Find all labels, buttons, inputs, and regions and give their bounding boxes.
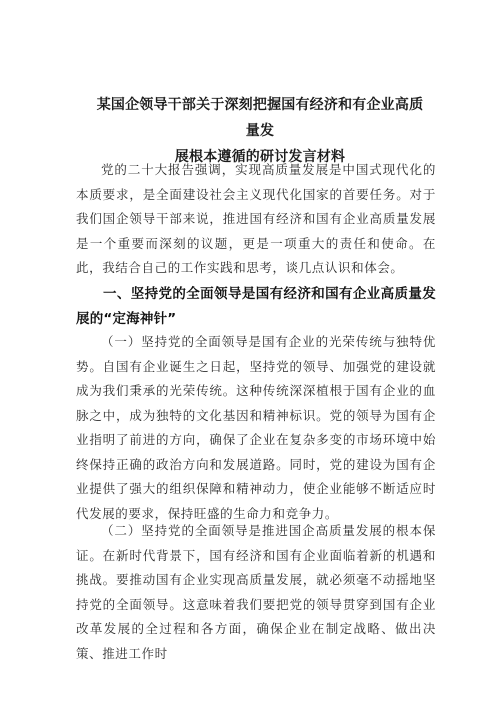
section-heading-1 [76,282,436,331]
section-heading-1-text: 一、坚持党的全面领导是国有经济和国有企业高质量发展的“定海神针” [76,286,436,327]
paragraph-2-block [76,519,436,666]
paragraph-2: （二）坚持党的全面领导是推进国企高质量发展的根本保证。在新时代背景下，国有经济和国有企业面临着新的机遇和挑战。要推动国有企业实现高质量发展，就必须毫不动摇地坚持党的全面领导。这意味着我们要把党的领导贯穿到国有企业改革发展的全过程和各方面，确保企业在制定战略、做出决策、推进工作时 [76,523,436,661]
intro-paragraph-block [76,158,436,281]
title-line-2: 展根本遵循的研讨发言材料 [174,149,346,165]
paragraph-1-block [76,330,436,526]
title-line-1: 某国企领导干部关于深刻把握国有经济和有企业高质量发 [96,97,424,139]
intro-paragraph: 党的二十大报告强调，实现高质量发展是中国式现代化的本质要求，是全面建设社会主义现代化国家的首要任务。对于我们国企领导干部来说，推进国有经济和国有企业高质量发展是一个重要而深刻的议题，更是一项重大的责任和使命。在此，我结合自己的工作实践和思考，谈几点认识和体会。 [76,162,436,275]
paragraph-1: （一）坚持党的全面领导是国有企业的光荣传统与独特优势。自国有企业诞生之日起，坚持党的领导、加强党的建设就成为我们秉承的光荣传统。这种传统深深植根于国有企业的血脉之中，成为独特的文化基因和精神标识。党的领导为国有企业指明了前进的方向，确保了企业在复杂多变的市场环境中始终保持正确的政治方向和发展道路。同时，党的建设为国有企业提供了强大的组织保障和精神动力，使企业能够不断适应时代发展的要求，保持旺盛的生命力和竞争力。 [76,334,436,521]
